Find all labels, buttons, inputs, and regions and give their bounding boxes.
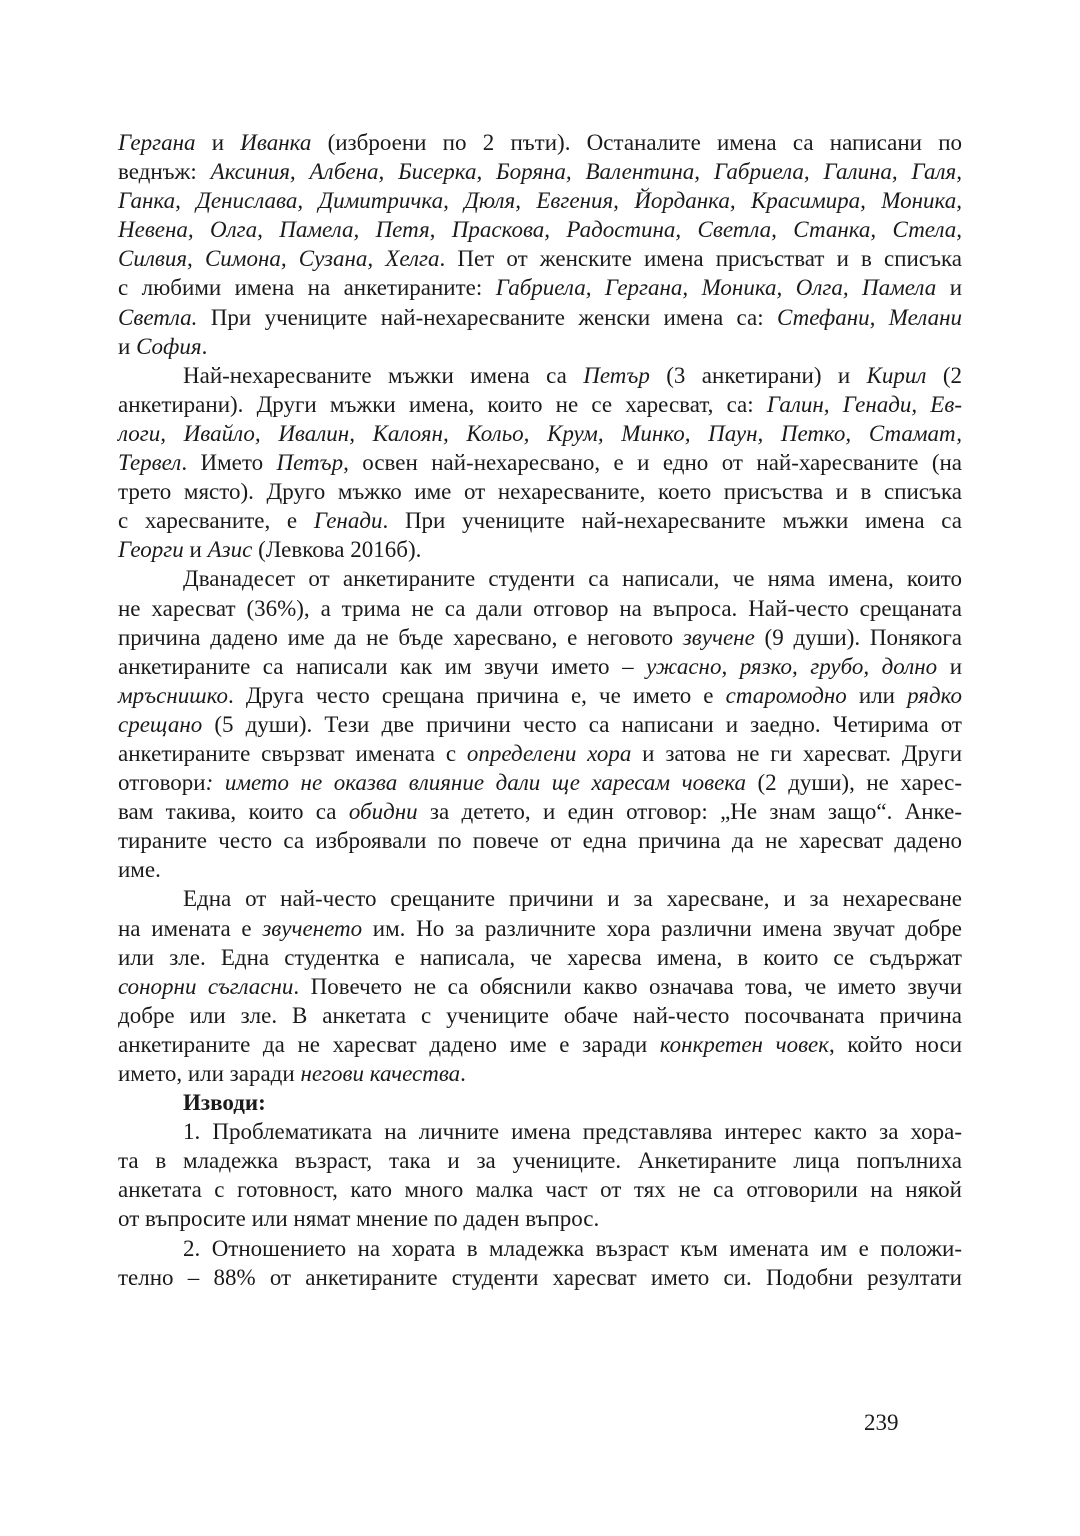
text-line [118,419,962,448]
italic-text-segment: мръснишко [118,682,228,708]
text-line [118,390,962,419]
text-segment: им. Но за различните хора различни имена звучат добре [362,915,963,941]
text-segment: . При учениците най-нехаресваните мъжки имена са [382,508,962,534]
text-line [118,448,962,477]
italic-text-segment: звучене [682,624,755,650]
text-line [118,768,962,797]
text-line [118,244,962,273]
text-segment: или зле. Една студентка е написала, че харесва имена, в които се съдържат [118,944,962,970]
text-line [118,884,962,913]
text-line [118,332,962,361]
italic-text-segment: София [136,333,202,359]
text-line [118,826,962,855]
text-line [118,1117,962,1146]
text-line [118,1030,962,1059]
text-segment: (изброени по 2 пъти). Останалите имена са написани по [311,130,962,155]
text-segment: причина дадено име да не бъде харесвано, е неговото [118,624,683,650]
italic-text-segment: Габриела, Гергана, Моника, Олга, Памела [495,275,937,301]
text-segment: и [195,130,241,155]
italic-text-segment: звученето [262,915,363,941]
italic-text-segment: : името не оказва влияние дали ще харесам човека [205,770,746,796]
italic-text-segment: рядко [907,682,962,708]
text-segment: (2 души), не харес- [745,770,962,796]
text-segment: анкетираните свързват имената с [118,740,467,766]
text-segment: и [936,275,962,301]
italic-text-segment: Аксиния, Албена, Бисерка, Боряна, Валентина, Габриела, Галина, Галя, [210,159,962,185]
text-segment: 2. Отношението на хората в младежка възраст към имената им е положи- [183,1235,962,1261]
text-line [118,128,962,157]
text-line [118,797,962,826]
text-segment: Една от най-често срещаните причини и за харесване, и за нехаресване [183,886,962,912]
italic-text-segment: логи, Ивайло, Ивалин, Калоян, Кольо, Крум, Минко, Паун, Петко, Стамат, [118,420,962,446]
text-segment: и [118,333,137,359]
section-heading: Изводи: [183,1090,266,1116]
italic-text-segment: Азис [207,537,253,563]
text-segment: име. [118,857,161,883]
text-line [118,1146,962,1175]
italic-text-segment: Невена, Олга, Памела, Петя, Праскова, Радостина, Светла, Станка, Стела, [118,217,962,243]
text-line [118,972,962,1001]
text-line [118,1234,962,1263]
body-text [118,128,962,1292]
italic-text-segment: Стефани, Мелани [777,304,962,330]
text-segment: за детето, и един отговор: „Не знам защо“. Анке- [417,799,963,825]
text-line [118,273,962,302]
text-line [118,361,962,390]
text-segment: (Левкова 2016б). [252,537,422,563]
italic-text-segment: срещано [118,711,203,737]
text-segment: тираните често са изброявали по повече от една причина да не харесват дадено [118,828,962,854]
text-segment: (2 [926,362,962,388]
text-line [118,943,962,972]
italic-text-segment: Петър [583,362,650,388]
italic-text-segment: определени хора [466,740,632,766]
italic-text-segment: Иванка [240,130,312,155]
text-segment: . Пет от женските имена присъстват и в списъка [439,246,962,272]
text-line [118,681,962,710]
italic-text-segment: конкретен човек [659,1031,830,1057]
text-segment: . [201,333,208,359]
italic-text-segment: негови качества [300,1061,461,1086]
text-segment: телно – 88% от анкетираните студенти харесват името си. Подобни резултати [118,1264,962,1290]
text-line [118,506,962,535]
italic-text-segment: Галин, Генади, Ев- [766,391,962,417]
text-line [118,477,962,506]
italic-text-segment: сонорни съгласни [118,973,294,999]
text-segment: и [183,537,208,563]
text-segment: вам такива, които са [118,799,349,825]
text-line [118,157,962,186]
italic-text-segment: Георги [118,537,184,563]
text-line [118,623,962,652]
text-line [118,1059,962,1088]
text-segment: отговори [118,770,206,796]
text-segment: името, или заради [118,1061,301,1086]
italic-text-segment: Светла. [118,304,198,330]
text-segment: трето място). Друго мъжко име от нехаресваните, което присъства и в списъка [118,479,962,505]
text-line [118,652,962,681]
italic-text-segment: обидни [348,799,418,825]
italic-text-segment: Силвия, Симона, Сузана, Хелга [118,246,440,272]
text-segment: (3 анкетирани) и [649,362,867,388]
italic-text-segment: Гергана [118,130,196,155]
text-segment: добре или зле. В анкетата с учениците обаче най-често посочваната причина [118,1002,962,1028]
text-segment: 1. Проблематиката на личните имена представлява интерес както за хора- [183,1119,962,1145]
text-line [118,1263,962,1292]
text-line [118,303,962,332]
italic-text-segment: Ганка, Денислава, Димитричка, Дюля, Евгения, Йорданка, Красимира, Моника, [118,188,962,214]
text-line [118,914,962,943]
text-segment: от въпросите или нямат мнение по даден въпрос. [118,1206,600,1232]
text-line [118,710,962,739]
text-line [118,594,962,623]
text-segment: . Друга често срещана причина е, че името е [227,682,726,708]
text-line [118,186,962,215]
text-line [118,739,962,768]
italic-text-segment: Кирил [866,362,927,388]
text-segment: (5 души). Тези две причини често са написани и заедно. Четирима от [202,711,962,737]
text-segment: или [846,682,908,708]
text-line [118,1204,962,1233]
text-segment: . Повечето не са обяснили какво означава това, че името звучи [293,973,962,999]
text-segment: на имената е [118,915,263,941]
text-segment: веднъж: [118,159,211,185]
text-line [118,564,962,593]
text-segment: анкетата с готовност, като много малка част от тях не са отговорили на някой [118,1177,962,1203]
italic-text-segment: старомодно [725,682,847,708]
text-segment: с любими имена на анкетираните: [118,275,496,301]
text-segment: При учениците най-нехаресваните женски имена са: [197,304,778,330]
italic-text-segment: Тервел [118,450,182,476]
page-number: 239 [864,1410,899,1435]
text-segment: Най-нехаресваните мъжки имена са [183,362,584,388]
text-line [118,855,962,884]
text-segment: та в младежка възраст, така и за учениците. Анкетираните лица попълниха [118,1148,962,1174]
text-line [118,1175,962,1204]
italic-text-segment: ужасно, рязко, грубо, долно [646,653,938,679]
text-line [118,535,962,564]
text-segment: освен най-нехаресвано, е и едно от най-харесваните (на [348,450,962,476]
text-segment: и [937,653,963,679]
italic-text-segment: Петър, [276,450,349,476]
text-line [118,215,962,244]
text-segment: анкетираните са написали как им звучи името – [118,653,647,679]
text-segment: (9 души). Понякога [754,624,962,650]
text-segment: Дванадесет от анкетираните студенти са написали, че няма имена, които [183,566,962,592]
text-line [118,1001,962,1030]
text-segment: и затова не ги харесват. Други [631,740,963,766]
text-segment: , който носи [829,1031,963,1057]
text-segment: анкетирани). Други мъжки имена, които не се харесват, са: [118,391,767,417]
text-segment: анкетираните да не харесват дадено име е заради [118,1031,660,1057]
italic-text-segment: Генади [313,508,383,534]
text-segment: . Името [181,450,277,476]
text-segment: с харесваните, е [118,508,314,534]
text-segment: не харесват (36%), а трима не са дали отговор на въпроса. Най-често срещаната [118,595,962,621]
text-segment: . [460,1061,466,1086]
